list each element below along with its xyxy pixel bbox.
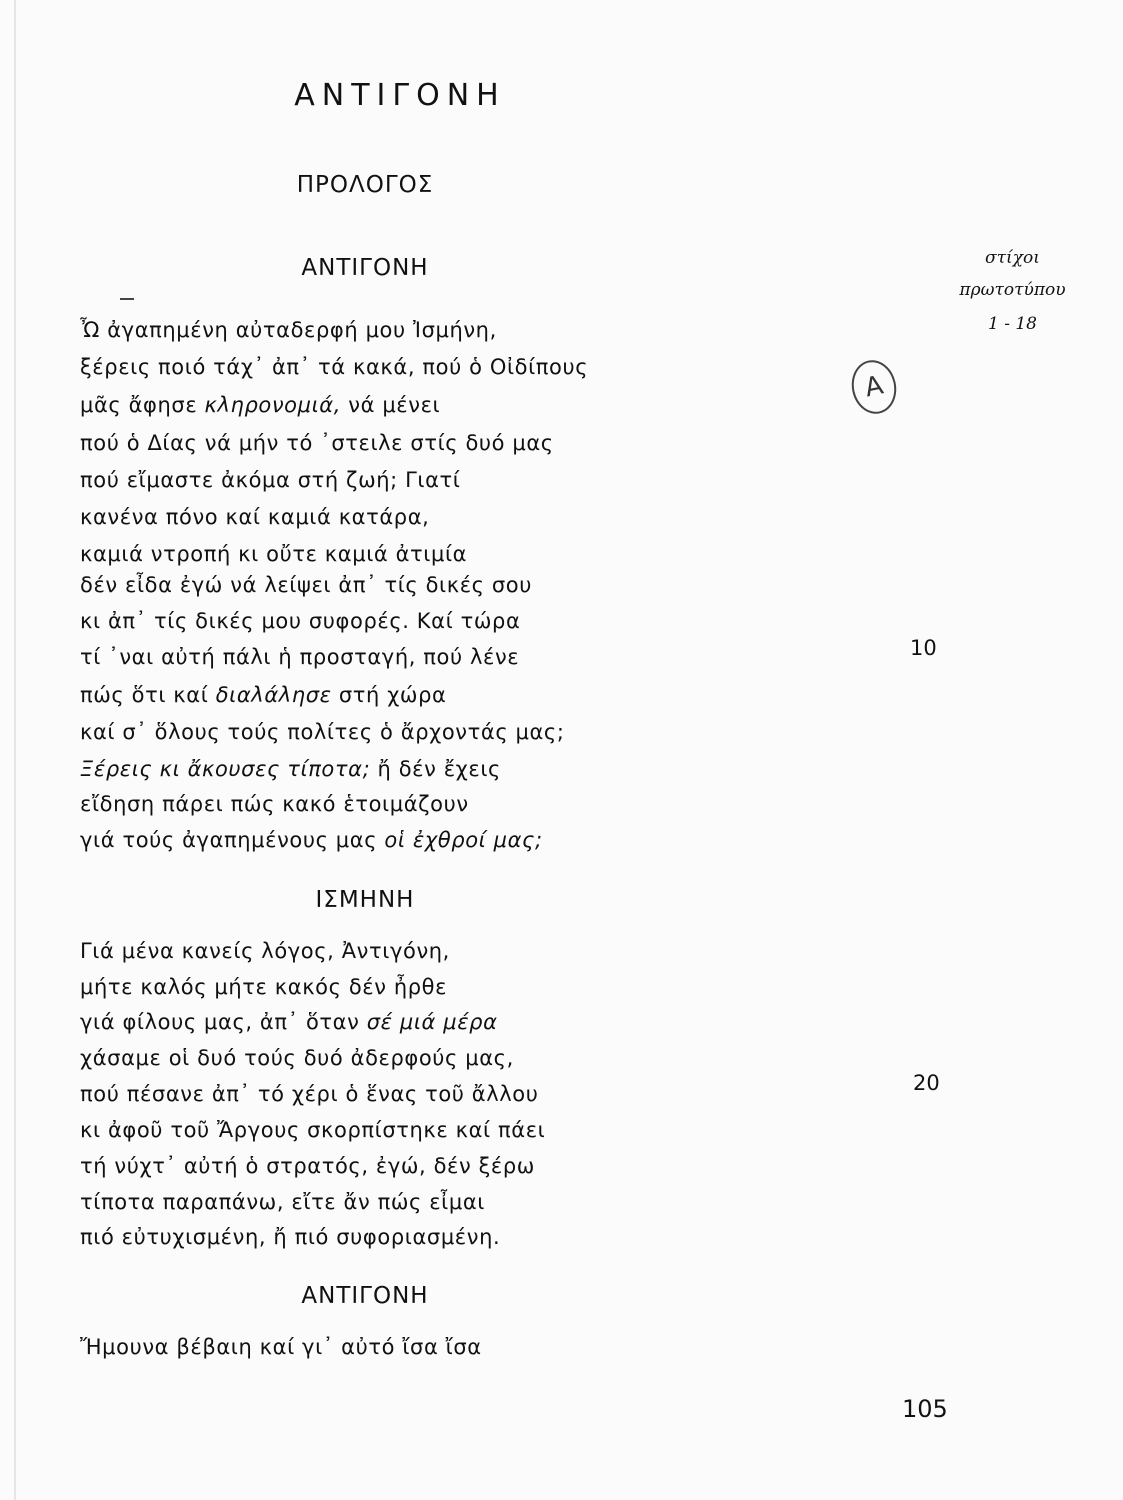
verse-italic-text: σέ μιά μέρα [366,1010,498,1034]
line-number: 20 [913,1071,940,1095]
verse-italic-text: Ξέρεις κι ἄκουσες τίποτα; [80,757,371,781]
page-edge [14,0,16,1500]
verse-line [80,1010,498,1034]
verse-text: γιά φίλους μας, ἀπ᾿ ὅταν [80,1010,367,1034]
verse-line: πού πέσανε ἀπ᾿ τό χέρι ὁ ἕνας τοῦ ἄλλου [80,1082,539,1106]
verse-line: πού ὁ Δίας νά μήν τό ᾿στειλε στίς δυό μας [80,431,554,455]
verse-line: πού εἴμαστε ἀκόμα στή ζωή; Γιατί [80,468,461,492]
line-number: 10 [910,636,937,660]
margin-note-line-2: πρωτοτύπου [959,280,1066,300]
verse-text: πώς ὅτι καί [80,683,216,707]
verse-text: στή χώρα [331,683,447,707]
verse-line [80,828,543,852]
section-heading: ΠΡΟΛΟΓΟΣ [296,172,434,198]
verse-line [80,757,501,781]
margin-note-line-3: 1 - 18 [988,314,1037,334]
circled-a-stamp: A [847,356,901,418]
verse-line: κανένα πόνο καί καμιά κατάρα, [80,505,430,529]
verse-text: ἤ δέν ἔχεις [370,757,501,781]
verse-italic-text: διαλάλησε [215,683,332,707]
speaker-antigone: ΑΝΤΙΓΟΝΗ [301,1283,429,1309]
page-number: 105 [902,1395,948,1423]
verse-line: τίποτα παραπάνω, εἴτε ἄν πώς εἶμαι [80,1190,485,1214]
verse-line: πιό εὐτυχισμένη, ἤ πιό συφοριασμένη. [80,1225,501,1249]
speaker-antigone: ΑΝΤΙΓΟΝΗ [301,255,429,281]
verse-text: μᾶς ἄφησε [80,393,205,417]
verse-line: ξέρεις ποιό τάχ᾿ ἀπ᾿ τά κακά, πού ὁ Οἰδίπους [80,355,589,379]
verse-text: γιά τούς ἀγαπημένους μας [80,828,385,852]
verse-line: εἴδηση πάρει πώς κακό ἑτοιμάζουν [80,792,469,816]
play-title: ΑΝΤΙΓΟΝΗ [294,78,506,113]
verse-line: τί ᾿ναι αὐτή πάλι ἡ προσταγή, πού λένε [80,645,520,669]
verse-line: χάσαμε οἱ δυό τούς δυό ἀδερφούς μας, [80,1046,514,1070]
verse-italic-text: κληρονομιά, [204,393,342,417]
verse-line: Ὦ ἀγαπημένη αὐταδερφή μου Ἰσμήνη, [80,318,497,342]
verse-line: δέν εἶδα ἐγώ νά λείψει ἀπ᾿ τίς δικές σου [80,573,532,597]
verse-line: κι ἀπ᾿ τίς δικές μου συφορές. Καί τώρα [80,609,521,633]
verse-text: νά μένει [341,393,441,417]
verse-line: μήτε καλός μήτε κακός δέν ἦρθε [80,975,448,999]
verse-line: Γιά μένα κανείς λόγος, Ἀντιγόνη, [80,939,450,963]
speaker-ismene: ΙΣΜΗΝΗ [315,887,415,913]
verse-line: τή νύχτ᾿ αὐτή ὁ στρατός, ἐγώ, δέν ξέρω [80,1154,535,1178]
verse-italic-text: οἱ ἐχθροί μας; [384,828,543,852]
verse-line: Ἤμουνα βέβαιη καί γι᾿ αὐτό ἴσα ἴσα [80,1335,482,1359]
verse-line: καμιά ντροπή κι οὔτε καμιά ἀτιμία [80,542,468,566]
verse-line: καί σ᾿ ὅλους τούς πολίτες ὁ ἄρχοντάς μας; [80,720,565,744]
margin-note-line-1: στίχοι [985,248,1040,268]
pencil-mark [120,298,134,300]
verse-line [80,393,440,417]
verse-line: κι ἀφοῦ τοῦ Ἄργους σκορπίστηκε καί πάει [80,1118,546,1142]
verse-line [80,683,446,707]
